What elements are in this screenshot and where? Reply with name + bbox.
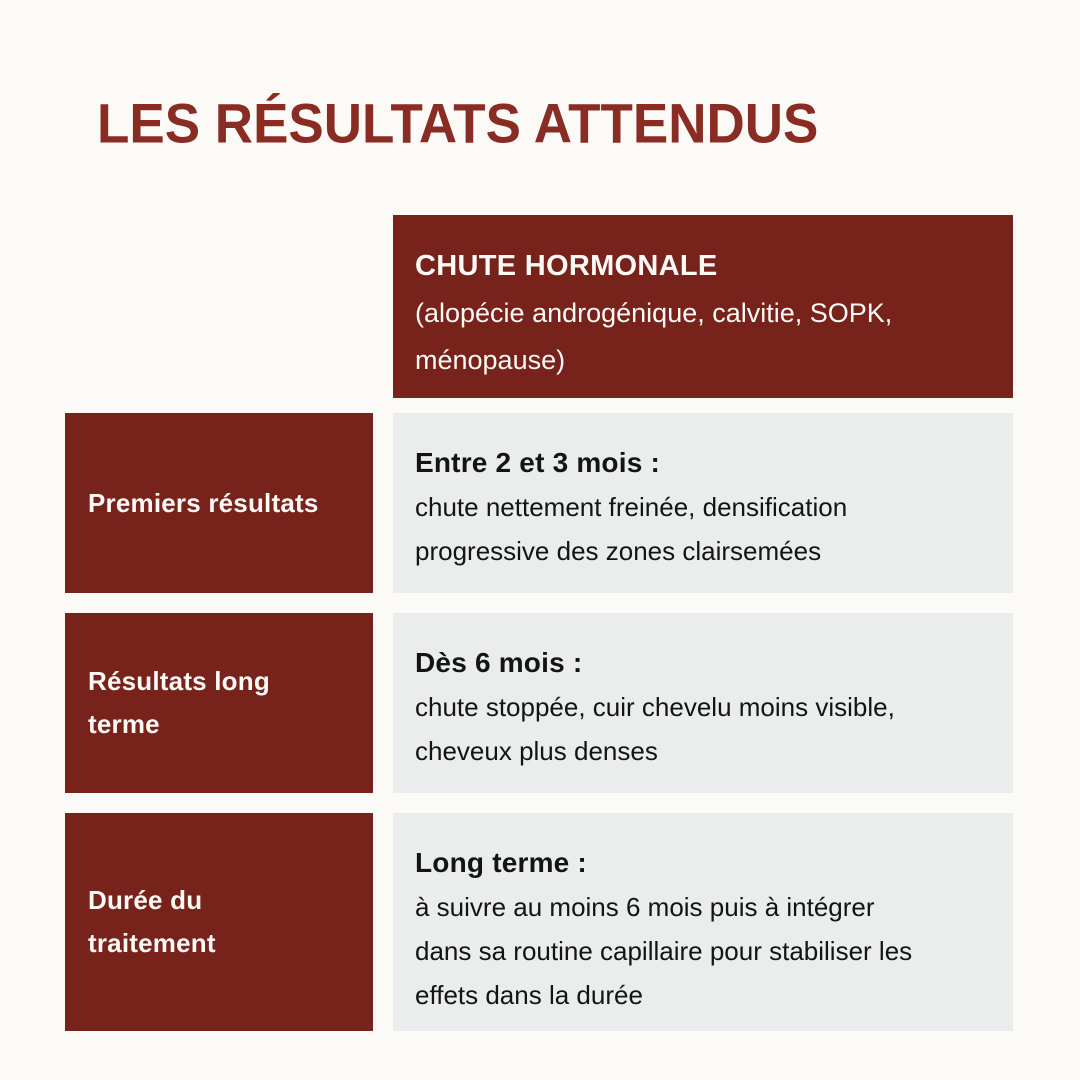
row-content-resultats-long-terme <box>393 613 1013 793</box>
row-label-line: Durée du <box>88 885 203 915</box>
content-body-line: dans sa routine capillaire pour stabiliser les <box>415 936 913 966</box>
content-body-line: chute stoppée, cuir chevelu moins visible, <box>415 692 895 722</box>
row-label-line: Premiers résultats <box>88 487 319 518</box>
row-content-premiers-resultats <box>393 413 1013 593</box>
header-title: CHUTE HORMONALE <box>415 250 718 282</box>
content-lead: Entre 2 et 3 mois : <box>415 447 660 478</box>
row-label-duree-du-traitement <box>65 813 373 1031</box>
content-lead: Dès 6 mois : <box>415 647 583 678</box>
row-label-line: terme <box>88 709 160 739</box>
row-content-duree-du-traitement <box>393 813 1013 1031</box>
row-label-premiers-resultats <box>65 413 373 593</box>
content-body-line: effets dans la durée <box>415 980 643 1010</box>
header-subtitle-line-2: ménopause) <box>415 345 566 375</box>
row-label-resultats-long-terme <box>65 613 373 793</box>
content-body-line: progressive des zones clairsemées <box>415 536 822 566</box>
header-subtitle-line-1: (alopécie androgénique, calvitie, SOPK, <box>415 298 893 328</box>
content-body-line: à suivre au moins 6 mois puis à intégrer <box>415 892 875 922</box>
row-label-line: traitement <box>88 928 216 958</box>
table-header-cell <box>393 215 1013 398</box>
content-body-line: chute nettement freinée, densification <box>415 492 848 522</box>
content-lead: Long terme : <box>415 847 587 878</box>
row-label-line: Résultats long <box>88 666 270 696</box>
page-title: LES RÉSULTATS ATTENDUS <box>97 93 819 155</box>
content-body-line: cheveux plus denses <box>415 736 658 766</box>
